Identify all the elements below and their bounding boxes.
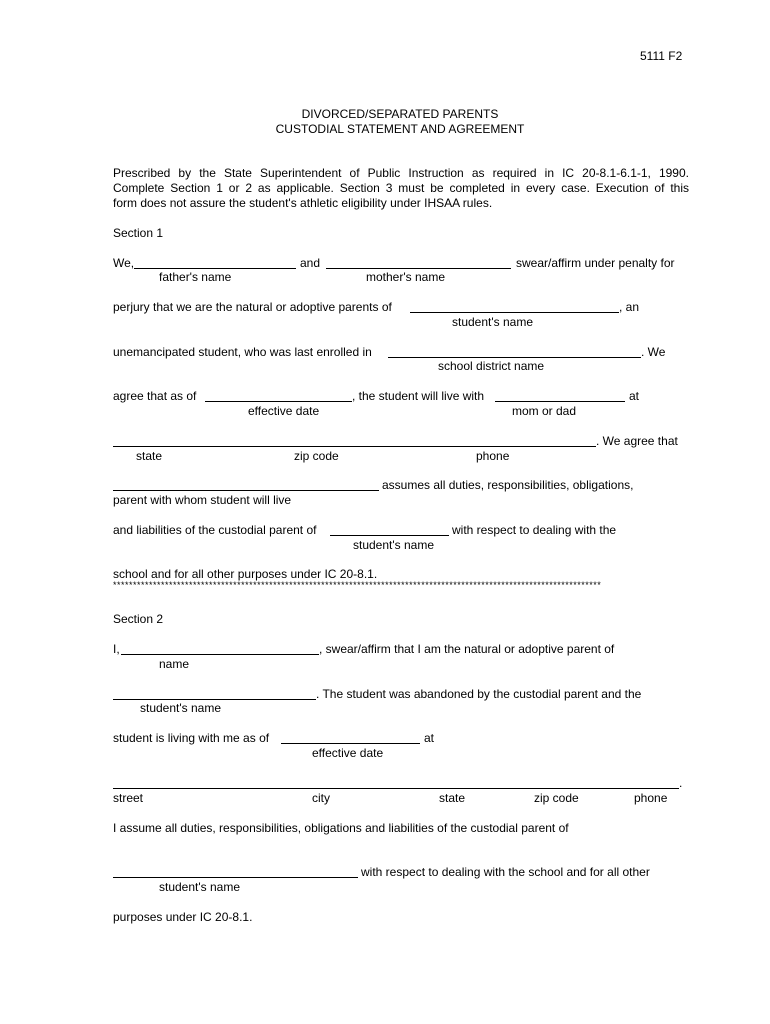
unemancipated-text: unemancipated student, who was last enrolled in [113,345,372,359]
we-agree-text: . We agree that [596,434,678,448]
form-title-line2: CUSTODIAL STATEMENT AND AGREEMENT [275,122,525,136]
i-label: I, [113,642,120,656]
abandoned-text: . The student was abandoned by the custodial parent and the [316,687,642,701]
we-label: We, [113,256,135,270]
school-purposes-text: school and for all other purposes under IC 20-8.1. [113,567,378,581]
living-with-text: student is living with me as of [113,731,270,745]
address-period: . [679,776,683,790]
school-district-field[interactable] [388,357,641,358]
and-label: and [300,256,321,270]
at-label: at [629,389,640,403]
zip-code-caption: zip code [294,449,339,463]
custodial-parent-field[interactable] [113,490,379,491]
address-field[interactable] [113,446,596,447]
fathers-name-field[interactable] [134,268,296,269]
section2-student-name-caption: student's name [159,880,241,894]
state-caption: state [136,449,163,463]
an-label: , an [619,300,640,314]
student-name-caption-2: student's name [353,538,435,552]
intro-line3: form does not assure the student's athletic eligibility under IHSAA rules. [113,196,493,210]
school-district-caption: school district name [438,359,545,373]
name-caption: name [159,657,190,671]
student-name-field[interactable] [410,312,619,313]
section2-at-label: at [424,731,435,745]
street-caption: street [113,791,144,805]
section2-effective-date-field[interactable] [281,743,420,744]
mothers-name-caption: mother's name [366,270,445,284]
with-respect-text: with respect to dealing with the [452,523,617,537]
mom-or-dad-field[interactable] [495,401,625,402]
swear-parent-text: , swear/affirm that I am the natural or adoptive parent of [319,642,615,656]
effective-date-field[interactable] [205,401,352,402]
section2-address-field[interactable] [113,788,679,789]
section2-with-respect-text: with respect to dealing with the school and for all other [361,865,650,879]
intro-line2: Complete Section 1 or 2 as applicable. Section 3 must be completed in every case. Execution of this [113,181,689,195]
section2-student-name-field[interactable] [113,877,358,878]
city-caption: city [312,791,330,805]
intro-line1: Prescribed by the State Superintendent of Public Instruction as required in IC 20-8.1-6.1-1, 1990. [113,166,689,180]
section2-heading: Section 2 [113,612,164,626]
abandoned-student-name-field[interactable] [113,699,316,700]
section2-zip-caption: zip code [534,791,579,805]
assumes-text: assumes all duties, responsibilities, obligations, [382,478,634,492]
agree-as-of-text: agree that as of [113,389,197,403]
swear-label: swear/affirm under penalty for [516,256,675,270]
perjury-text: perjury that we are the natural or adoptive parents of [113,300,392,314]
purposes-text: purposes under IC 20-8.1. [113,910,253,924]
phone-caption: phone [476,449,510,463]
student-name-field-2[interactable] [330,535,449,536]
we-end-label: . We [641,345,666,359]
i-assume-text: I assume all duties, responsibilities, obligations and liabilities of the custodial parent of [113,821,569,835]
mom-or-dad-caption: mom or dad [512,404,577,418]
effective-date-caption: effective date [248,404,320,418]
parent-name-field[interactable] [121,654,319,655]
section-separator: ************************************************************************************************************************** [113,580,602,590]
student-name-caption: student's name [452,315,534,329]
liabilities-text: and liabilities of the custodial parent of [113,523,317,537]
parent-live-caption: parent with whom student will live [113,493,292,507]
form-number: 5111 F2 [640,49,683,63]
section2-state-caption: state [439,791,466,805]
section2-effective-date-caption: effective date [312,746,384,760]
live-with-text: , the student will live with [352,389,485,403]
mothers-name-field[interactable] [326,268,511,269]
section2-phone-caption: phone [634,791,668,805]
fathers-name-caption: father's name [159,270,232,284]
section1-heading: Section 1 [113,226,164,240]
abandoned-student-caption: student's name [140,701,222,715]
form-title-line1: DIVORCED/SEPARATED PARENTS [301,107,499,121]
